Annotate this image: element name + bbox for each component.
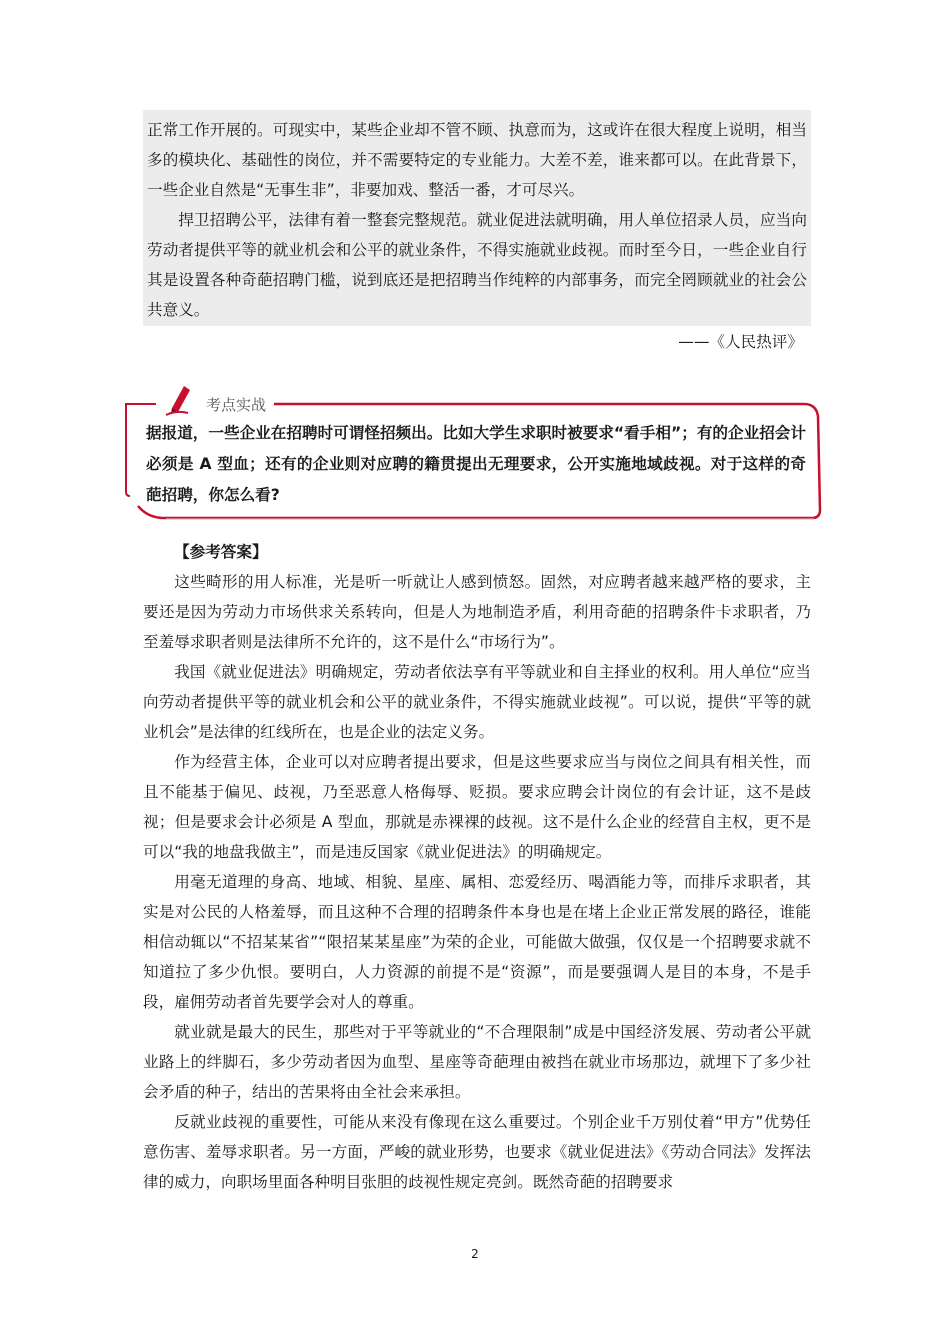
quote-source: ——《人民热评》	[678, 333, 803, 351]
answer-paragraph: 我国《就业促进法》明确规定，劳动者依法享有平等就业和自主择业的权利。用人单位“应当向劳动者提供平等的就业机会和公平的就业条件，不得实施就业歧视”。可以说，提供“平等的就业机会”是法律的红线所在，也是企业的法定义务。	[143, 663, 811, 741]
answer-heading: 【参考答案】	[174, 543, 268, 561]
quote-box	[143, 110, 811, 326]
answer-paragraph: 用毫无道理的身高、地域、相貌、星座、属相、恋爱经历、喝酒能力等，而排斥求职者，其实是对公民的人格羞辱，而且这种不合理的招聘条件本身也是在堵上企业正常发展的路径，谁能相信动辄以“不招某某省”“限招某某星座”为荣的企业，可能做大做强，仅仅是一个招聘要求就不知道拉了多少仇恨。要明白，人力资源的前提不是“资源”，而是要强调人是目的本身，不是手段，雇佣劳动者首先要学会对人的尊重。	[143, 873, 811, 1011]
quote-paragraph: 捍卫招聘公平，法律有着一整套完整规范。就业促进法就明确，用人单位招录人员，应当向劳动者提供平等的就业机会和公平的就业条件，不得实施就业歧视。而时至今日，一些企业自行其是设置各种奇葩招聘门槛，说到底还是把招聘当作纯粹的内部事务，而完全罔顾就业的社会公共意义。	[147, 211, 807, 319]
practice-box	[124, 392, 822, 520]
answer-section	[143, 537, 811, 1197]
answer-paragraph: 作为经营主体，企业可以对应聘者提出要求，但是这些要求应当与岗位之间具有相关性，而且不能基于偏见、歧视，乃至恶意人格侮辱、贬损。要求应聘会计岗位的有会计证，这不是歧视；但是要求会计必须是 A 型血，那就是赤裸裸的歧视。这不是什么企业的经营自主权，更不是可以“我的地盘我做主”，而是违反国家《就业促进法》的明确规定。	[143, 753, 811, 861]
answer-paragraph: 反就业歧视的重要性，可能从来没有像现在这么重要过。个别企业千万别仗着“甲方”优势任意伤害、羞辱求职者。另一方面，严峻的就业形势，也要求《就业促进法》《劳动合同法》发挥法律的威力，向职场里面各种明目张胆的歧视性规定亮剑。既然奇葩的招聘要求	[143, 1113, 811, 1191]
practice-question: 据报道，一些企业在招聘时可谓怪招频出。比如大学生求职时被要求“看手相”；有的企业招会计必须是 A 型血；还有的企业则对应聘的籍贯提出无理要求，公开实施地域歧视。对于这样的奇葩招聘，你怎么看?	[146, 424, 806, 504]
quote-paragraph: 正常工作开展的。可现实中，某些企业却不管不顾、执意而为，这或许在很大程度上说明，相当多的模块化、基础性的岗位，并不需要特定的专业能力。大差不差，谁来都可以。在此背景下，一些企业自然是“无事生非”，非要加戏、整活一番，才可尽兴。	[147, 121, 807, 199]
answer-paragraph: 这些畸形的用人标准，光是听一听就让人感到愤怒。固然，对应聘者越来越严格的要求，主要还是因为劳动力市场供求关系转向，但是人为地制造矛盾，利用奇葩的招聘条件卡求职者，乃至羞辱求职者则是法律所不允许的，这不是什么“市场行为”。	[143, 573, 811, 651]
pen-icon	[164, 382, 194, 416]
answer-paragraph: 就业就是最大的民生，那些对于平等就业的“不合理限制”成是中国经济发展、劳动者公平就业路上的绊脚石，多少劳动者因为血型、星座等奇葩理由被挡在就业市场那边，就埋下了多少社会矛盾的种子，结出的苦果将由全社会来承担。	[143, 1023, 811, 1101]
practice-label: 考点实战	[200, 394, 272, 415]
page-number: 2	[471, 1247, 479, 1261]
